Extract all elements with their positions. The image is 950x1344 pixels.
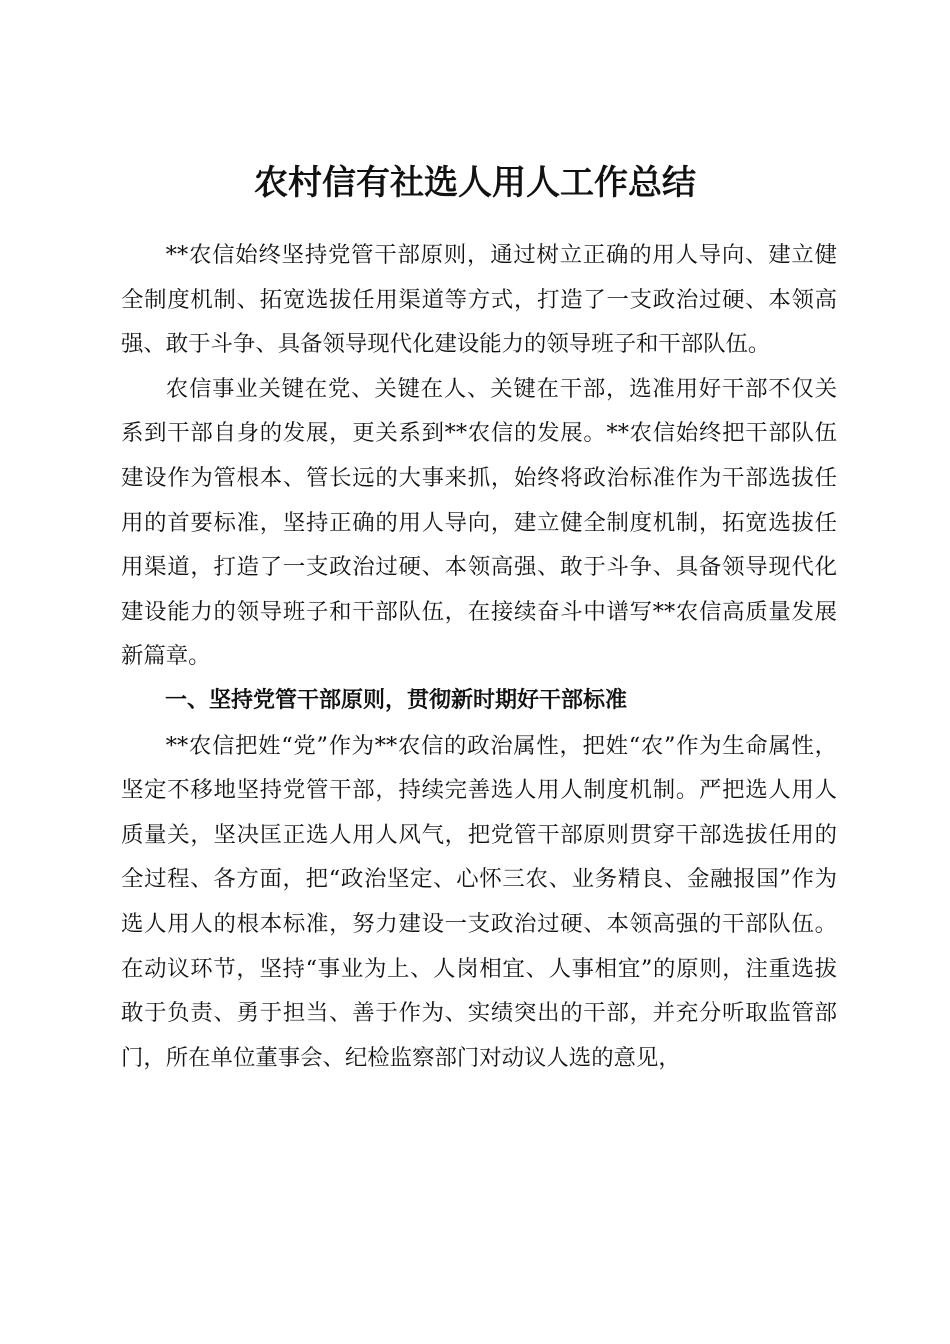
intro-paragraph: **农信始终坚持党管干部原则，通过树立正确的用人导向、建立健全制度机制、拓宽选拔任用渠道等方式，打造了一支政治过硬、本领高强、敢于斗争、具备领导现代化建设能力的领导班子和干部队伍。 — [121, 242, 837, 358]
overview-paragraph: 农信事业关键在党、关键在人、关键在干部，选准用好干部不仅关系到干部自身的发展，更关系到**农信的发展。**农信始终把干部队伍建设作为管根本、管长远的大事来抓，始终将政治标准作为干部选拔任用的首要标准，坚持正确的用人导向，建立健全制度机制，拓宽选拔任用渠道，打造了一支政治过硬、本领高强、敢于斗争、具备领导现代化建设能力的领导班子和干部队伍，在接续奋斗中谱写**农信高质量发展新篇章。 — [121, 375, 837, 670]
section-paragraph: **农信把姓“党”作为**农信的政治属性，把姓“农”作为生命属性，坚定不移地坚持党管干部，持续完善选人用人制度机制。严把选人用人质量关，坚决匡正选人用人风气，把党管干部原则贯穿干部选拔任用的全过程、各方面，把“政治坚定、心怀三农、业务精良、金融报国”作为选人用人的根本标准，努力建设一支政治过硬、本领高强的干部队伍。在动议环节，坚持“事业为上、人岗相宜、人事相宜”的原则，注重选拔敢于负责、勇于担当、善于作为、实绩突出的干部，并充分听取监管部门，所在单位董事会、纪检监察部门对动议人选的意见， — [121, 732, 837, 1071]
document-title: 农村信有社选人用人工作总结 — [254, 162, 696, 203]
document-body — [121, 233, 837, 1080]
section-heading: 一、坚持党管干部原则，贯彻新时期好干部标准 — [165, 687, 628, 713]
